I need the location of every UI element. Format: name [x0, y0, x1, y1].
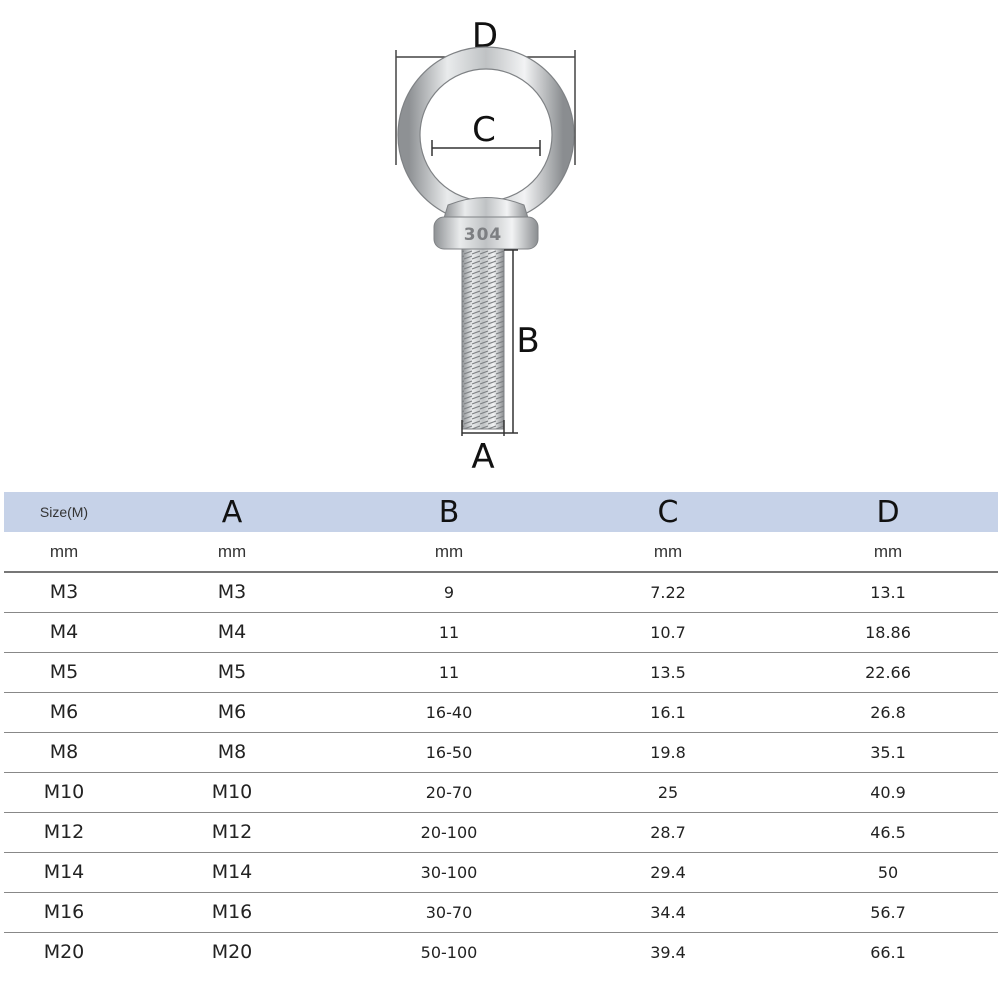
table-cell: 56.7 — [870, 902, 906, 922]
table-cell: 34.4 — [650, 902, 686, 922]
table-cell: 25 — [657, 782, 679, 802]
unit-cell: mm — [653, 541, 683, 561]
dimension-c — [432, 110, 540, 156]
unit-cell: mm — [873, 541, 903, 561]
header-b: B — [438, 494, 460, 530]
unit-cell: mm — [434, 541, 464, 561]
table-cell: 7.22 — [650, 582, 686, 602]
material-stamp: 304 — [463, 225, 503, 245]
table-cell: M16 — [43, 901, 85, 923]
table-cell: 9 — [443, 582, 455, 602]
table-cell: M3 — [49, 581, 79, 604]
table-row — [4, 932, 998, 972]
table-cell: 11 — [438, 622, 460, 642]
table-cell: 20-100 — [420, 822, 478, 842]
table-row — [4, 612, 998, 652]
table-row — [4, 732, 998, 772]
table-cell: 50-100 — [420, 942, 478, 962]
table-header-row — [4, 492, 998, 532]
table-cell: 22.66 — [865, 662, 911, 682]
table-cell: 50 — [877, 862, 899, 882]
table-row — [4, 772, 998, 812]
table-cell: M20 — [43, 941, 85, 964]
table-row — [4, 692, 998, 732]
header-size: Size(M) — [39, 504, 89, 520]
table-cell: M14 — [211, 861, 253, 883]
table-cell: M8 — [49, 741, 79, 763]
table-cell: 40.9 — [870, 782, 906, 802]
unit-cell: mm — [217, 541, 247, 561]
label-c: C — [472, 110, 496, 150]
table-cell: M4 — [49, 621, 79, 643]
table-cell: 18.86 — [865, 622, 911, 642]
table-cell: M8 — [217, 741, 247, 763]
table-cell: M5 — [217, 661, 247, 683]
threaded-shank — [462, 249, 504, 429]
table-row — [4, 812, 998, 852]
table-cell: M3 — [217, 581, 247, 604]
table-cell: 29.4 — [650, 862, 686, 882]
table-cell: M16 — [211, 901, 253, 923]
table-cell: M12 — [43, 821, 85, 843]
bolt-collar — [434, 198, 538, 250]
table-cell: M10 — [43, 781, 85, 803]
table-cell: 16-50 — [425, 742, 473, 762]
table-cell: 26.8 — [870, 702, 906, 722]
eye-bolt-diagram — [0, 0, 1000, 480]
table-cell: 20-70 — [425, 782, 473, 802]
table-row — [4, 572, 998, 612]
table-cell: 30-70 — [425, 902, 473, 922]
table-cell: M10 — [211, 781, 253, 803]
table-cell: 66.1 — [870, 942, 906, 962]
label-b: B — [516, 321, 540, 361]
table-cell: 19.8 — [650, 742, 686, 762]
table-cell: M14 — [43, 861, 85, 883]
table-cell: M5 — [49, 661, 79, 683]
table-cell: 35.1 — [870, 742, 906, 762]
header-a: A — [221, 494, 243, 530]
dimension-b — [504, 250, 540, 433]
table-row — [4, 892, 998, 932]
table-cell: 10.7 — [650, 622, 686, 642]
table-cell: 16-40 — [425, 702, 473, 722]
header-d: D — [876, 494, 900, 530]
table-cell: M12 — [211, 821, 253, 843]
unit-cell: mm — [49, 541, 79, 561]
table-cell: 16.1 — [650, 702, 686, 722]
table-row — [4, 652, 998, 692]
table-cell: 11 — [438, 662, 460, 682]
table-cell: 13.1 — [870, 582, 906, 602]
table-row — [4, 852, 998, 892]
table-cell: 30-100 — [420, 862, 478, 882]
label-d: D — [471, 16, 499, 56]
header-c: C — [657, 494, 679, 530]
table-cell: M6 — [217, 701, 247, 723]
table-cell: M6 — [49, 701, 79, 723]
unit-row — [4, 532, 998, 572]
table-cell: M4 — [217, 621, 247, 643]
size-spec-table — [4, 492, 998, 972]
table-cell: 13.5 — [650, 662, 686, 682]
table-cell: 39.4 — [650, 942, 686, 962]
label-a: A — [471, 437, 495, 477]
table-cell: 28.7 — [650, 822, 686, 842]
table-cell: M20 — [211, 941, 253, 964]
table-cell: 46.5 — [870, 822, 906, 842]
